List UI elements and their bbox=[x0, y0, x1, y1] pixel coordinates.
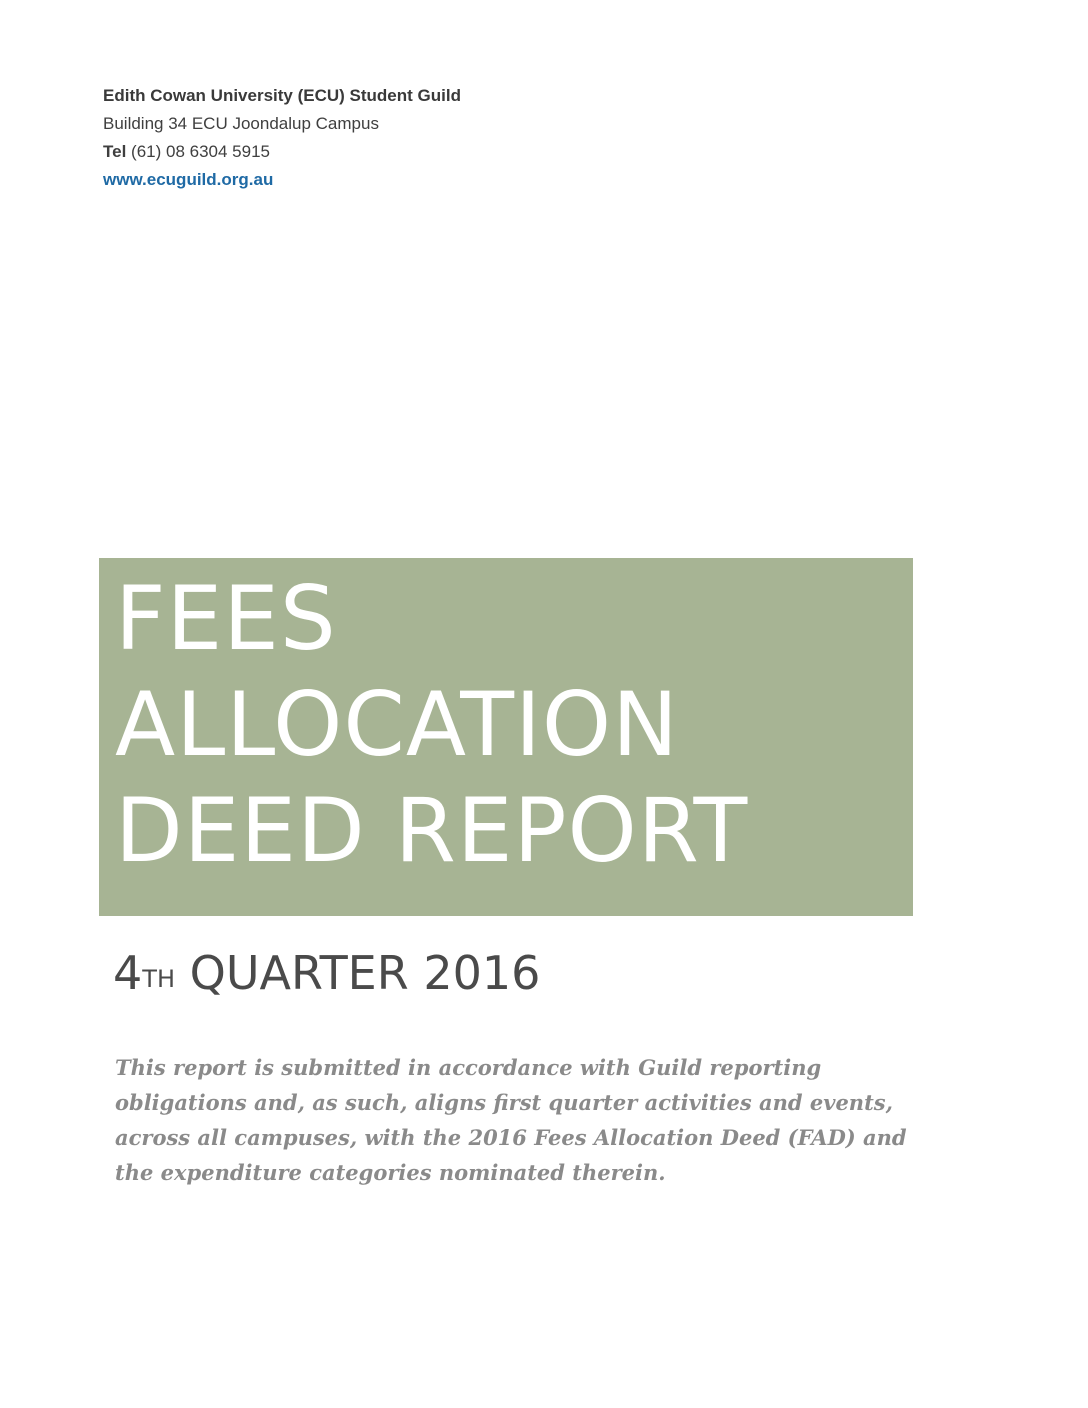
title-line-2: ALLOCATION bbox=[115, 673, 679, 776]
phone-label: Tel bbox=[103, 142, 127, 161]
organization-phone bbox=[103, 138, 461, 166]
quarter-year: QUARTER 2016 bbox=[175, 946, 541, 1000]
phone-number: (61) 08 6304 5915 bbox=[126, 142, 270, 161]
report-intro-paragraph: This report is submitted in accordance with Guild reporting obligations and, as such, aligns first quarter activities and events, across all campuses, with the 2016 Fees Allocation Deed (FAD) and the expenditure categories nominated therein. bbox=[115, 1055, 907, 1185]
quarter-number: 4 bbox=[113, 946, 143, 1000]
report-subtitle bbox=[113, 943, 540, 1003]
report-title-banner bbox=[99, 558, 913, 916]
organization-address: Building 34 ECU Joondalup Campus bbox=[103, 114, 379, 133]
organization-contact-block bbox=[103, 82, 461, 194]
organization-name: Edith Cowan University (ECU) Student Guild bbox=[103, 86, 461, 105]
title-line-3: DEED REPORT bbox=[115, 779, 749, 882]
title-line-1: FEES bbox=[115, 567, 337, 670]
quarter-ordinal-suffix: TH bbox=[142, 965, 175, 993]
website-link[interactable]: www.ecuguild.org.au bbox=[103, 170, 274, 189]
